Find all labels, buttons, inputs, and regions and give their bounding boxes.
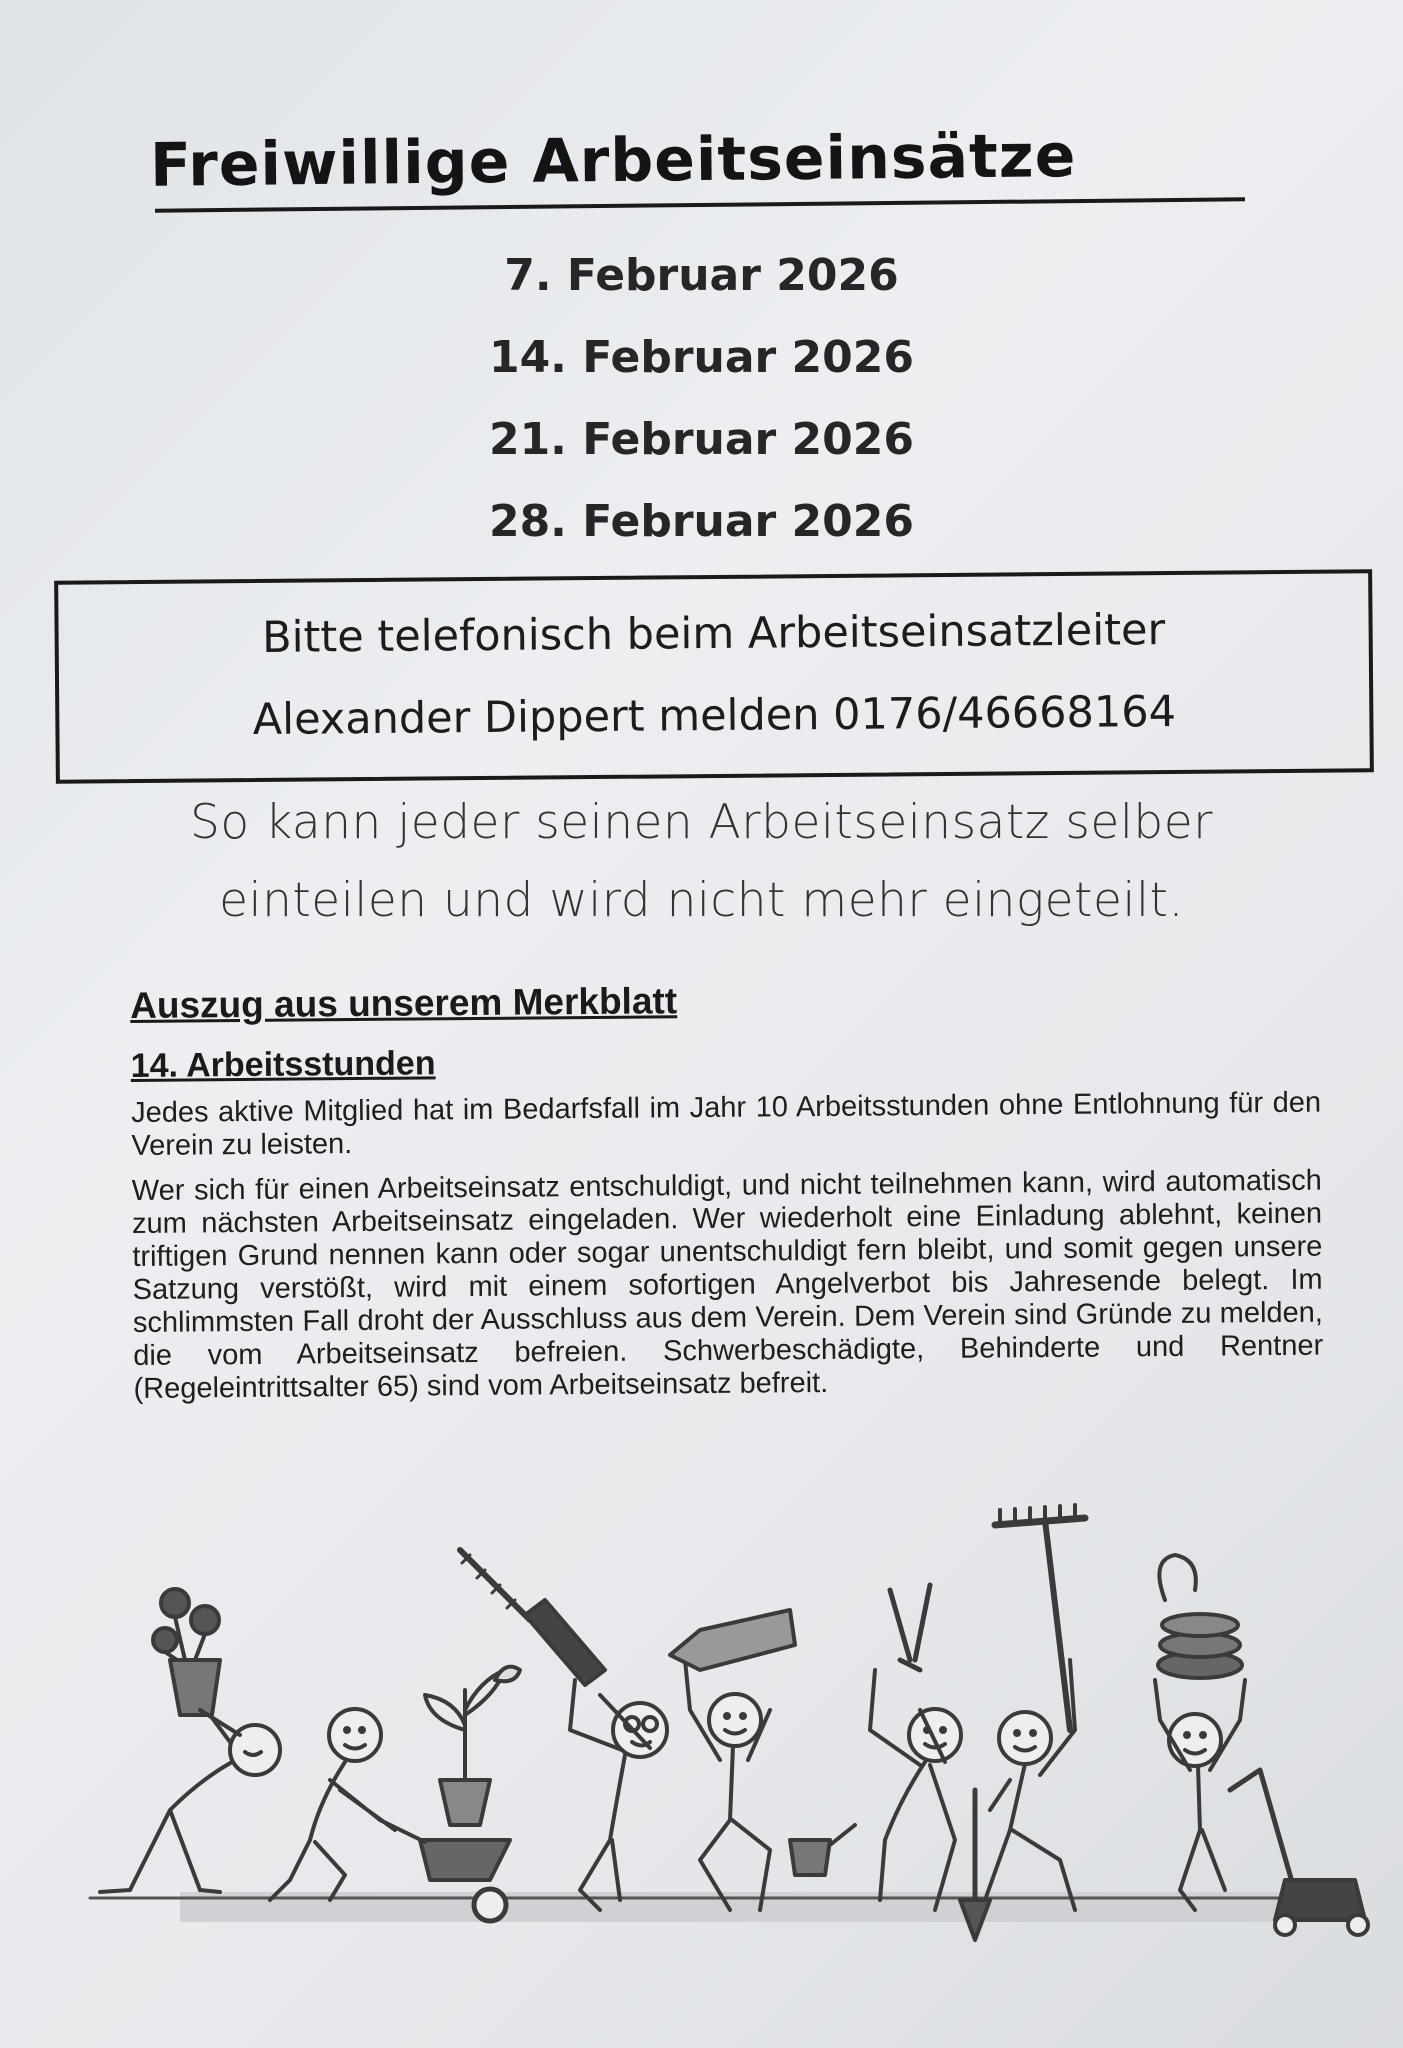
pruning-shears-icon (890, 1585, 930, 1670)
hedge-trimmer-icon (525, 1600, 605, 1685)
flower-icon (191, 1606, 219, 1634)
date-item: 21. Februar 2026 (488, 414, 915, 465)
butterfly-icon (495, 1667, 520, 1682)
figure-wheelbarrow-pusher (270, 1667, 520, 1921)
note-line-2: einteilen und wird nicht mehr eingeteilt. (219, 873, 1184, 928)
flower-pot-icon (170, 1660, 220, 1715)
paragraph-1: Jedes aktive Mitglied hat im Bedarfsfall im Jahr 10 Arbeitsstunden ohne Entlohnung für den Verein zu leisten. (130, 1086, 1322, 1162)
hedge-trimmer-blade (460, 1550, 530, 1620)
flower-icon (153, 1628, 177, 1652)
plant-pot-icon (440, 1780, 490, 1825)
figure-pruning-shears (870, 1585, 990, 1940)
contact-box (54, 569, 1374, 783)
figure-hose-carrier (1155, 1555, 1368, 1935)
figure-saw-holder (670, 1610, 855, 1910)
rake-icon (995, 1518, 1085, 1525)
date-item: 7. Februar 2026 (504, 250, 899, 301)
excerpt-section (130, 975, 1330, 1405)
volunteer-workers-illustration (0, 1480, 1403, 1980)
figure-rake-holder (985, 1505, 1085, 1910)
contact-phone-line: Alexander Dippert melden 0176/46668164 (252, 686, 1177, 746)
flower-icon (161, 1589, 189, 1617)
rake-handle (1045, 1520, 1070, 1730)
paragraph-2: Wer sich für einen Arbeitseinsatz entschuldigt, und nicht teilnehmen kann, wird automatisch zum nächsten Arbeitseinsatz eingeladen. Wer wiederholt eine Einladung ablehnt, keinen triftigen Grund nennen kann oder sogar unentschuldigt fern bleibt, und somit gegen unsere Satzung verstößt, wird mit einem sofortigen Angelverbot bis Jahresende belegt. Im schlimmsten Fall droht der Ausschluss aus dem Verein. Dem Verein sind Gründe zu melden, die vom Arbeitseinsatz befreien. Schwerbeschädigte, Behinderte und Rentner (Regeleintrittsalter 65) sind vom Arbeitseinsatz befreit. (131, 1164, 1324, 1405)
wheelbarrow-icon (420, 1840, 510, 1880)
watering-can-icon (790, 1840, 830, 1875)
note-line-1: So kann jeder seinen Arbeitseinsatz selber (190, 795, 1213, 850)
page-title: Freiwillige Arbeitseinsätze (149, 121, 1077, 201)
excerpt-heading: Auszug aus unserem Merkblatt (130, 980, 678, 1026)
date-item: 14. Februar 2026 (488, 332, 915, 383)
saw-icon (670, 1610, 795, 1670)
date-item: 28. Februar 2026 (488, 496, 915, 547)
title-underline (155, 197, 1245, 212)
contact-line-1: Bitte telefonisch beim Arbeitseinsatzleiter (261, 605, 1166, 663)
figure-flower-carrier (100, 1589, 280, 1892)
section-title: 14. Arbeitsstunden (130, 1044, 436, 1085)
